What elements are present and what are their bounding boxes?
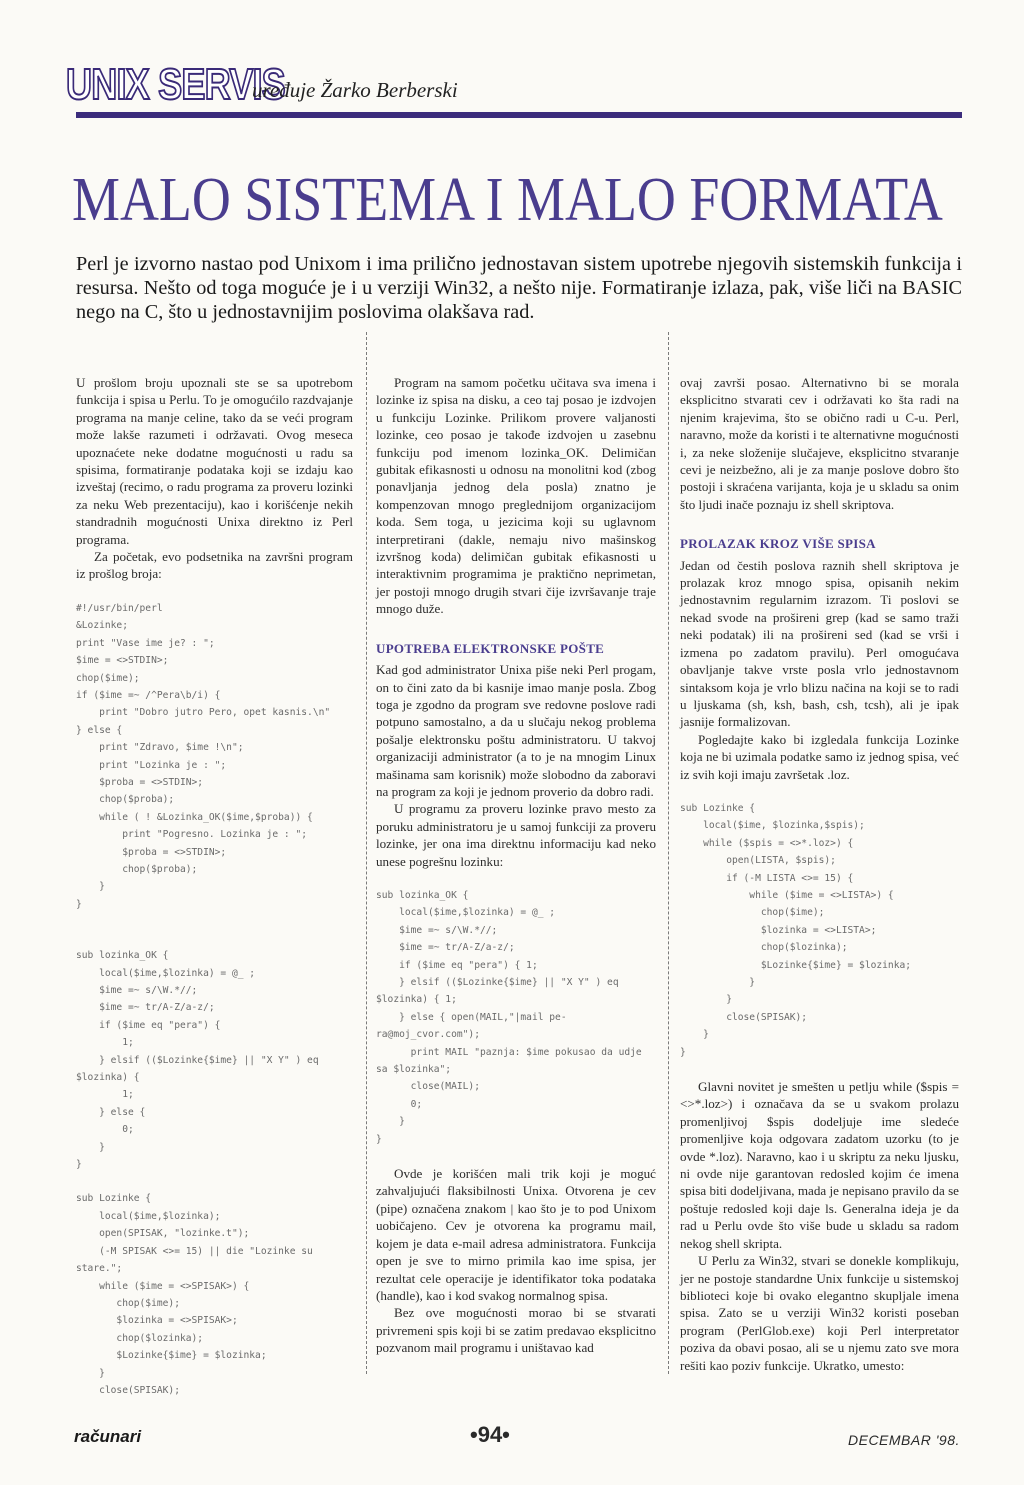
page-number: •94• [470,1422,510,1447]
section-editor: uređuje Žarko Berberski [252,78,458,102]
section-header [62,52,962,118]
section-heading: UPOTREBA ELEKTRONSKE POŠTE [376,640,605,656]
paragraph: Jedan od čestih poslova raznih shell skriptova je prolazak kroz mnogo spisa, opisanih nekim jednostavnim regularnim izrazom. Ti poslovi se nekad svode na prošireni grep (kad se samo traži neki podatak) ili na prošireni sed (kad se vrši i izmena po zadatom pravilu). Perl omogućava obavljanje takve vrste posla vrlo jednostavnom sintaksom koja je vrlo blizu načina na koji se to radi u ljuskama (sh, ksh, bash, csh, tcsh), ali je ipak jasnije formalizovan. [680,557,959,730]
paragraph: Ovde je korišćen mali trik koji je moguć zahvaljujući flaksibilnosti Unixa. Otvorena je cev (pipe) označena znakom | kao što je to pod Unixom uobičajeno. Cev je otvorena ka programu mail, kojem je data e-mail adresa administratora. Funkcija open je sve to mirno primila kao ime spisa, jer rezultat cele operacije je identifikator toka podataka (handle), kao i kod svakog normalnog spisa. [376,1166,656,1303]
magazine-name: računari [74,1427,142,1446]
paragraph: Glavni novitet je smešten u petlju while ($spis = <>*.loz>) i označava da se u svakom prolazu promenljivoj $spis dodeljuje ime sledeće promenljive koja odgovara zadatom uzorku (to je ovde *.loz). Naravno, kao i u skriptu za neku ljusku, ni ovde nije garantovan redosled kojim će imena spisa biti dodeljivana, mada je nepisano pravilo da se poštuje redosled koji daje ls. Generalna ideja je da rad u Perlu ovde što više bude u skladu sa radom nekog shell skripta. [680,1079,959,1251]
article-title: MALO SISTEMA I MALO FORMATA [72,166,943,234]
column-1 [76,374,353,1399]
article-lead: Perl je izvorno nastao pod Unixom i ima prilično jednostavan sistem upotrebe njegovih sistemskih funkcija i resursa. Nešto od toga moguće je i u verziji Win32, a nešto nije. Formatiranje izlaza, pak, više liči na BASIC nego na C, što u jednostavnijim poslovima olakšava rad. [76,253,962,323]
paragraph: U Perlu za Win32, stvari se donekle komplikuju, jer ne postoje standardne Unix funkcije u sistemskoj biblioteci koje bi ovako elegantno skupljale imena spisa. Zato se u verziji Win32 koristi poseban program (PerlGlob.exe) koji Perl interpretator poziva da obavi posao, ali se u njemu zato sve mora rešiti kao poziv funkcije. Ukratko, umesto: [680,1253,959,1373]
paragraph: ovaj završi posao. Alternativno bi se morala eksplicitno stvarati cev i održavati ko šta radi na njenim krajevima, što se obično radi u C-u. Perl, naravno, može da koristi i te alternativne mogućnosti i, za neke složenije slučajeve, eksplicitno stvaranje cevi je neizbežno, ali je za manje poslove dobro što postoji i skraćena varijanta, koja je u skladu sa onim što ljudi inače poznaju iz shell skriptova. [680,375,959,512]
paragraph: U prošlom broju upoznali ste se sa upotrebom funkcija i spisa u Perlu. To je omogućilo razdvajanje programa na manje celine, tako da se veći program može lakše razumeti i održavati. Ovog meseca upoznaćete neke dodatne mogućnosti u radu sa spisima, formatiranje podataka koji se izdaju kao izveštaj (recimo, o radu programa za proveru lozinki za neku Web prezentaciju), kao i korišćenje nekih standradnih mogućnosti Unixa direktno iz Perl programa. [76,375,353,547]
issue-date: DECEMBAR '98. [848,1432,960,1448]
paragraph: Za početak, evo podsetnika na završni program iz prošlog broja: [76,549,353,582]
paragraph: Kad god administrator Unixa piše neki Perl progam, on to čini zato da bi kasnije imao manje posla. Zbog toga je zgodno da program sve redovne poslove radi potpuno samostalno, a da u slučaju nekog problema pošalje elektronsku poštu administratoru. U takvoj organizaciji administrator (a to je na mnogim Linux mašinama sam korisnik) može slobodno da zaboravi na program za koji je jednom proverio da dobro radi. [376,662,656,799]
column-divider [366,332,367,1374]
code-listing: sub Lozinke { local($ime, $lozinka,$spis); while ($spis = <>*.loz>) { open(LISTA, $spis); if (-M LISTA <>= 15) { while ($ime = <>LISTA>) { chop($ime); $lozinka = <>LISTA>; chop($lozinka); $Lozinke{$ime} = $lozinka; } } close(SPISAK); } } [680,802,912,1058]
paragraph: Pogledajte kako bi izgledala funkcija Lozinke koja ne bi uzimala podatke samo iz jednog spisa, već iz svih koji imaju završetak .loz. [680,731,959,782]
code-listing: sub lozinka_OK { local($ime,$lozinka) = @_ ; $ime =~ s/\W.*//; $ime =~ tr/A-Z/a-z/; if ($ime eq "pera") { 1; } elsif (($Lozinke{$ime} || "X Y" ) eq $lozinka) { 1; } else { 0; } } [76,950,319,1171]
code-listing: sub lozinka_OK { local($ime,$lozinka) = @_ ; $ime =~ s/\W.*//; $ime =~ tr/A-Z/a-z/; if ($ime eq "pera") { 1; } elsif (($Lozinke{$ime} || "X Y" ) eq $lozinka) { 1; } else { open(MAIL,"|mail pe- ra@moj_cvor.com"); print MAIL "paznja: $ime pokusao da udje sa $lozinka"; close(MAIL); 0; } } [376,889,642,1145]
section-heading: PROLAZAK KROZ VIŠE SPISA [680,536,876,552]
header-rule [76,112,962,118]
paragraph: U programu za proveru lozinke pravo mesto za poruku administratoru je u samoj funkciji za proveru lozinke, jer ona ima direktnu informaciju kad neko unese pogrešnu lozinku: [376,801,656,869]
code-listing: sub Lozinke { local($ime,$lozinka); open(SPISAK, "lozinke.t"); (-M SPISAK <>= 15) || die "Lozinke su stare."; while ($ime = <>SPISAK>) { chop($ime); $lozinka = <>SPISAK>; chop($lozinka); $Lozinke{$ime} = $lozinka; } close(SPISAK); [76,1193,313,1396]
section-logo: UNIX SERVIS [66,60,285,109]
column-2 [376,374,656,1357]
code-listing: #!/usr/bin/perl &Lozinke; print "Vase ime je? : "; $ime = <>STDIN>; chop($ime); if ($ime =~ /^Pera\b/i) { print "Dobro jutro Pero, opet kasnis.\n" } else { print "Zdravo, $ime !\n"; print "Lozinka je : "; $proba = <>STDIN>; chop($proba); while ( ! &Lozinka_OK($ime,$proba)) { print "Pogresno. Lozinka je : "; $proba = <>STDIN>; chop($proba); } } [76,602,331,910]
paragraph: Bez ove mogućnosti morao bi se stvarati privremeni spis koji bi se zatim predavao eksplicitno pozvanom mail programu i uništavao kad [376,1305,656,1356]
column-3 [680,374,959,1374]
column-divider [668,332,669,1374]
paragraph: Program na samom početku učitava sva imena i lozinke iz spisa na disku, a ceo taj posao je izdvojen u funkciju Lozinke. Prilikom provere valjanosti lozinke, ceo posao je takođe izdvojen u zasebnu funkciju pod imenom lozinka_OK. Delimičan gubitak efikasnosti u odnosu na monolitni kod (zbog ponavljanja jednog dela posla) znatno je kompenzovan mnogo preglednijom organizacijom koda. Sem toga, u jezicima koji su uglavnom interpretirani (dakle, nemaju nivo mašinskog izvršnog koda) delimičan gubitak efikasnosti u interaktivnim programima je praktično neprimetan, jer postoji mnogo drugih stvari čije izvršavanje traje mnogo duže. [376,375,656,617]
